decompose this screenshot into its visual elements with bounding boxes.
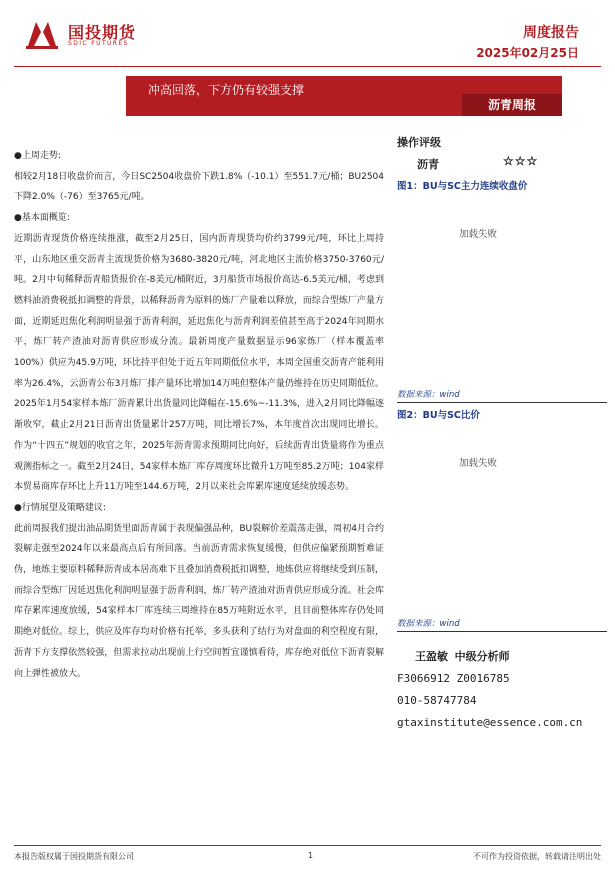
rating-row bbox=[397, 156, 607, 176]
rating-title: 操作评级 bbox=[397, 136, 441, 149]
footer-page-number: 1 bbox=[308, 851, 314, 860]
figure1-divider bbox=[397, 402, 607, 403]
section-text-fundamentals: 近期沥青现货价格连续推涨，截至2月25日，国内沥青现货均价约3799元/吨，环比上周持平，山东地区重交沥青主流现货价格为3680-3820元/吨，河北地区主流价格3750-3760元/吨。2月中旬稀释沥青船货报价在-8美元/桶附近，3月船货市场报价高达-6.5美元/桶，考虑到燃料油消费税抵扣调整的背景，以稀释沥青为原料的炼厂产量难以释放，而综合型炼厂产量方面，近期延迟焦化利润明显强于沥青利润，延迟焦化与沥青利润差值甚至高于2024年同期水平，炼厂转产渣油对沥青供应形成分流。最新周度产量数据显示96家炼厂（样本覆盖率100%）供应为45.9万吨，环比持平但处于近五年同期低位水平，本周全国重交沥青产能利用率为26.4%，云沥青公布3月炼厂排产量环比增加14万吨但整体产量仍维持在历史同期低位。2025年1月54家样本炼厂沥青累计出货量同比降幅在-15.6%~-11.3%，进入2月同比降幅逐渐收窄，截止2月21日沥青出货量累计257万吨，同比增长7%，本年度首次出现同比增长。作为“十四五”规划的收官之年，2025年沥青需求预期同比向好，后续沥青出货量将作为重点观测指标之一。截至2月24日，54家样本炼厂库存周度环比微升1万吨至85.2万吨；104家样本贸易商库存环比上升11万吨至144.6万吨，2月以来社会库累库速度延续放缓态势。 bbox=[14, 233, 384, 493]
report-type: 周度报告 bbox=[523, 25, 579, 41]
company-name-en: SDIC FUTURES bbox=[68, 40, 129, 47]
footer-disclaimer: 不可作为投资依据，转载请注明出处 bbox=[473, 852, 601, 861]
figure1-placeholder-box bbox=[397, 192, 607, 388]
figure2-divider bbox=[397, 631, 607, 632]
section-heading-outlook: ●行情展望及策略建议: bbox=[14, 502, 106, 513]
figure2-title: 图2：BU与SC比价 bbox=[397, 410, 480, 421]
figure1-title: 图1：BU与SC主力连续收盘价 bbox=[397, 181, 528, 192]
rating-stars-icon: ☆☆☆ bbox=[503, 154, 539, 168]
footer-copyright: 本报告版权属于国投期货有限公司 bbox=[14, 852, 134, 861]
figure1-source: 数据来源：wind bbox=[397, 390, 460, 400]
title-banner bbox=[126, 76, 562, 116]
company-logo bbox=[24, 16, 174, 50]
report-title: 冲高回落，下方仍有较强支撑 bbox=[148, 83, 305, 97]
analyst-email: gtaxinstitute@essence.com.cn bbox=[397, 716, 583, 729]
figure2-load-failed: 加载失败 bbox=[459, 458, 498, 469]
report-date: 2025年02月25日 bbox=[476, 46, 579, 60]
analyst-title: 中级分析师 bbox=[454, 650, 510, 663]
company-logo-icon bbox=[24, 16, 60, 50]
company-name-cn: 国投期货 bbox=[68, 23, 137, 42]
analyst-info bbox=[397, 646, 607, 734]
analyst-name-line bbox=[397, 646, 607, 668]
main-text bbox=[14, 146, 384, 684]
figure2-placeholder-box bbox=[397, 421, 607, 617]
footer-divider bbox=[14, 845, 601, 846]
report-category-tag: 沥青周报 bbox=[462, 94, 562, 116]
header-divider bbox=[14, 66, 601, 67]
sidebar bbox=[397, 130, 607, 734]
analyst-license: F3066912 Z0016785 bbox=[397, 672, 510, 685]
section-heading-fundamentals: ●基本面概览: bbox=[14, 213, 70, 224]
section-heading-last-week: ●上周走势: bbox=[14, 151, 61, 161]
analyst-phone: 010-58747784 bbox=[397, 694, 477, 707]
section-text-last-week: 相较2月18日收盘价而言，今日SC2504收盘价下跌1.8%（-10.1）至551.7元/桶；BU2504下降2.0%（-76）至3765元/吨。 bbox=[14, 171, 384, 203]
figure2-source: 数据来源：wind bbox=[397, 619, 460, 629]
section-text-outlook: 此前周报我们提出油品期货里面沥青属于表现偏强品种，BU裂解价差震荡走强，周初4月合约裂解走强至2024年以来最高点后有所回落。当前沥青需求恢复缓慢，但供应偏紧预期暂难证伪，地炼主要原料稀释沥青成本居高难下且叠加消费税抵扣调整，地炼供应将继续受到压制，而综合型炼厂因延迟焦化利润明显强于沥青利润，炼厂转产渣油对沥青供应形成分流。社会库库存累库速度放缓，54家样本厂库连续三周维持在85万吨附近水平，且目前整体库存仍处同期绝对低位。综上，供应及库存均对价格有托举，多头获利了结行为对盘面的利空程度有限，沥青下方支撑依然较强，但需求拉动出现前上行空间暂宜谨慎看待，库存绝对低位下沥青裂解向上弹性被放大。 bbox=[14, 523, 384, 679]
figure1-load-failed: 加载失败 bbox=[459, 229, 498, 240]
rating-item: 沥青 bbox=[417, 158, 439, 171]
analyst-name: 王盈敏 bbox=[415, 650, 448, 663]
